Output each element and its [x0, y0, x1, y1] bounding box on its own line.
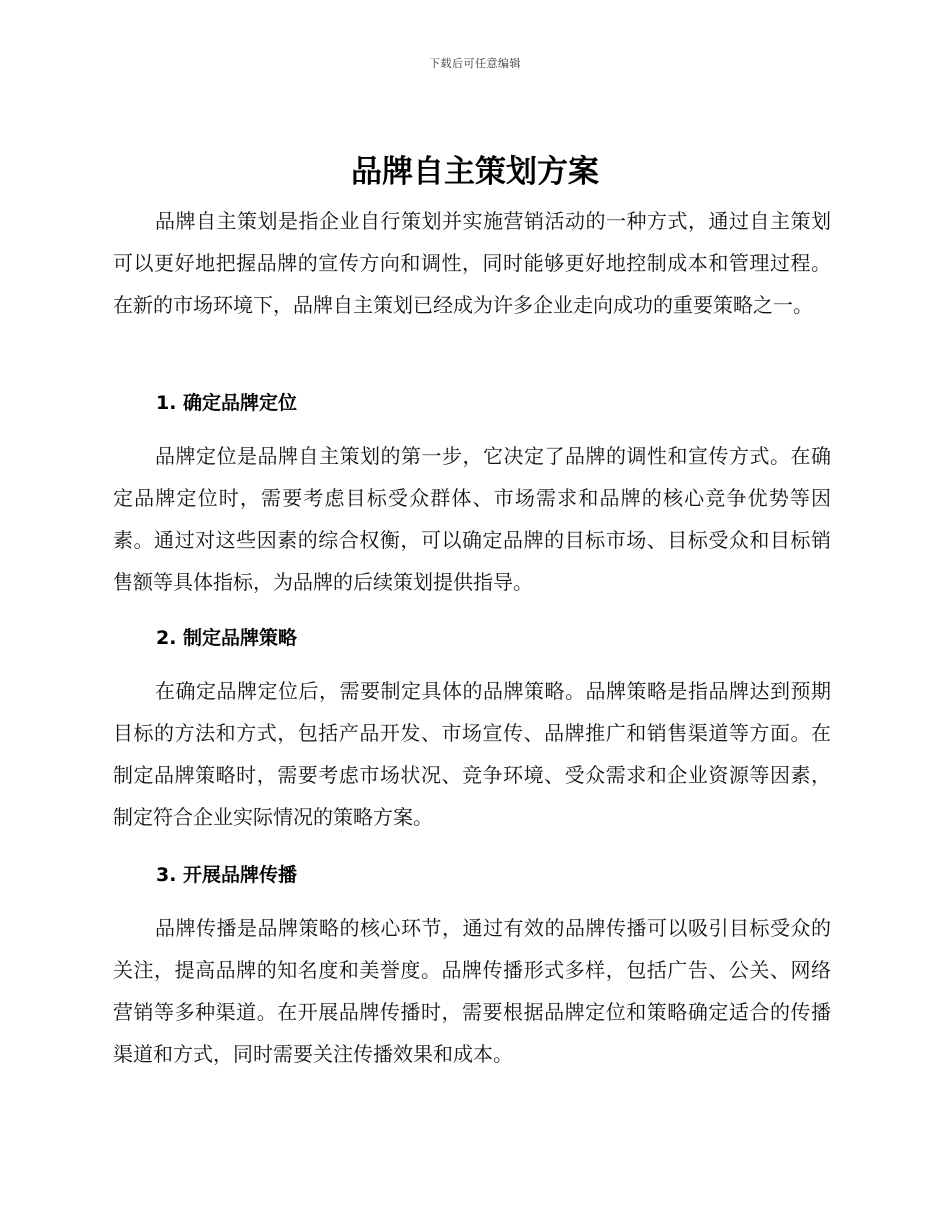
header-note: 下载后可任意编辑	[429, 57, 521, 70]
section-body-2: 在确定品牌定位后，需要制定具体的品牌策略。品牌策略是指品牌达到预期目标的方法和方式，包括产品开发、市场宣传、品牌推广和销售渠道等方面。在制定品牌策略时，需要考虑市场状况、竞争环境、受众需求和企业资源等因素，制定符合企业实际情况的策略方案。	[113, 679, 831, 829]
section-heading-1: 1. 确定品牌定位	[156, 392, 298, 414]
document-title: 品牌自主策划方案	[351, 154, 599, 190]
section-body-3: 品牌传播是品牌策略的核心环节，通过有效的品牌传播可以吸引目标受众的关注，提高品牌的知名度和美誉度。品牌传播形式多样，包括广告、公关、网络营销等多种渠道。在开展品牌传播时，需要根据品牌定位和策略确定适合的传播渠道和方式，同时需要关注传播效果和成本。	[113, 916, 831, 1066]
section-heading-2: 2. 制定品牌策略	[156, 627, 298, 649]
section-body-1: 品牌定位是品牌自主策划的第一步，它决定了品牌的调性和宣传方式。在确定品牌定位时，需要考虑目标受众群体、市场需求和品牌的核心竞争优势等因素。通过对这些因素的综合权衡，可以确定品牌的目标市场、目标受众和目标销售额等具体指标，为品牌的后续策划提供指导。	[113, 444, 831, 594]
intro-paragraph: 品牌自主策划是指企业自行策划并实施营销活动的一种方式，通过自主策划可以更好地把握品牌的宣传方向和调性，同时能够更好地控制成本和管理过程。在新的市场环境下，品牌自主策划已经成为许多企业走向成功的重要策略之一。	[113, 209, 831, 317]
section-heading-3: 3. 开展品牌传播	[156, 864, 298, 886]
